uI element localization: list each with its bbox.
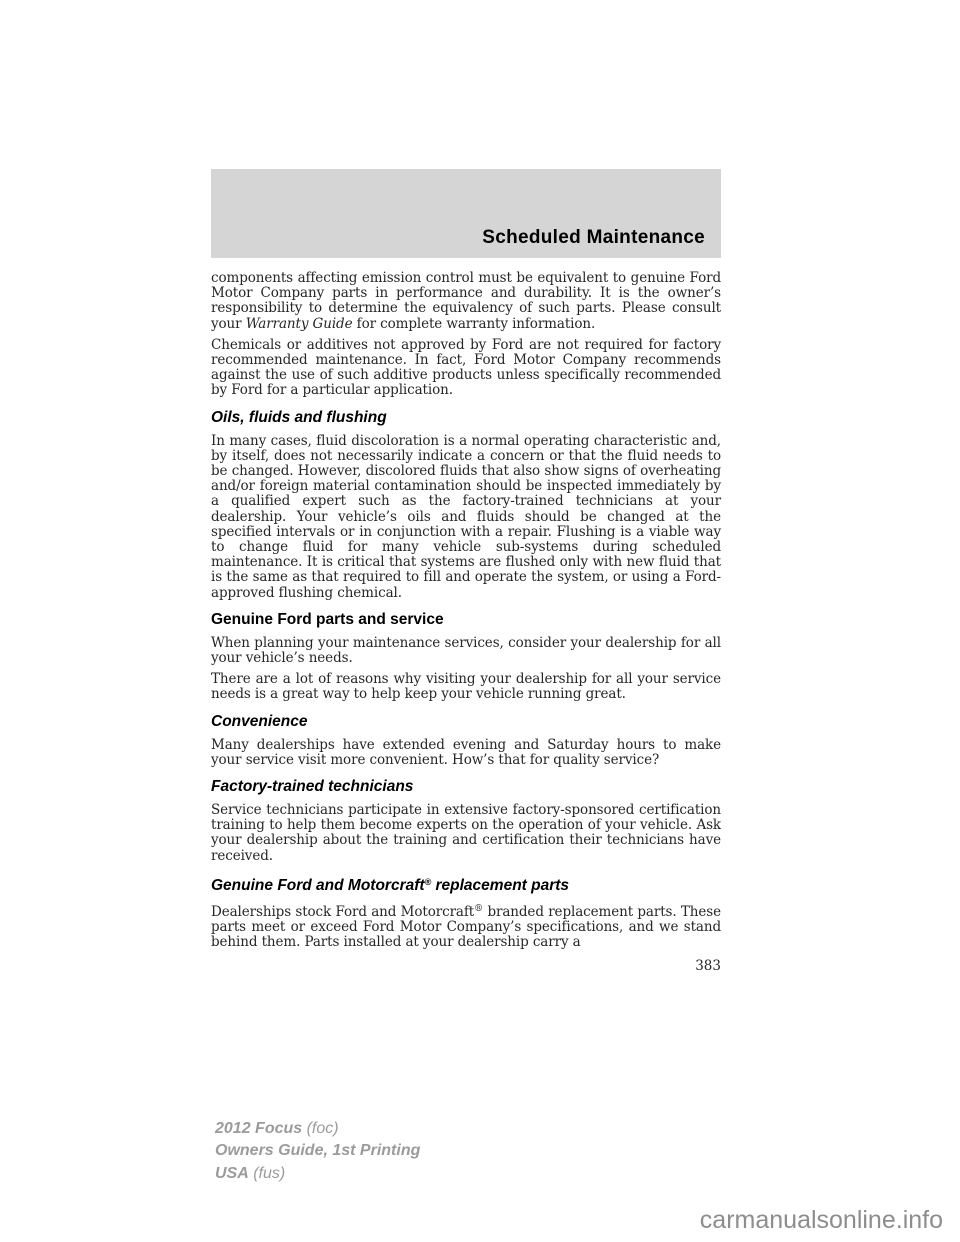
footer-model-line <box>215 1118 420 1140</box>
footer-guide-line <box>215 1140 420 1162</box>
chapter-header-bar <box>211 169 721 258</box>
heading-factory-trained-technicians: Factory-trained technicians <box>211 778 414 796</box>
footer-model: 2012 Focus <box>215 1120 303 1137</box>
chapter-title: Scheduled Maintenance <box>482 227 705 248</box>
watermark-text: carmanualsonline.info <box>699 1206 943 1234</box>
heading-motorcraft-text: Genuine Ford and Motorcraft <box>211 876 425 894</box>
print-footer <box>215 1118 420 1185</box>
footer-region: USA <box>215 1164 249 1182</box>
heading-motorcraft-replacement-parts <box>211 874 721 894</box>
heading-convenience: Convenience <box>211 712 308 730</box>
para-dealerships-stock <box>211 902 721 951</box>
page-number: 383 <box>695 957 721 974</box>
footer-region-code: (fus) <box>248 1164 286 1182</box>
para-dealerships-tail: branded replacement parts. These parts meet or exceed Ford Motor Company’s specifications, and we stand behind them. Parts installed at your dealership carry a <box>211 903 721 951</box>
para-extended-hours: Many dealerships have extended evening and Saturday hours to make your service visit more convenient. How’s that for quality service? <box>211 736 721 768</box>
para-reasons-visiting: There are a lot of reasons why visiting your dealership for all your service needs is a great way to help keep your vehicle running great. <box>211 671 721 703</box>
body-text <box>211 271 721 974</box>
footer-region-line <box>215 1163 420 1185</box>
para-emission-components-text: components affecting emission control must be equivalent to genuine Ford Motor Company parts in performance and durability. It is the owner’s responsibility to determine the equivalency of such parts. Please consult your <box>211 270 721 332</box>
para-fluid-discoloration: In many cases, fluid discoloration is a normal operating characteristic and, by itself, does not necessarily indicate a concern or that the fluid needs to be changed. However, discolored fluids that also show signs of overheating and/or foreign material contamination should be inspected immediately by a qualified expert such as the factory-trained technicians at your dealership. Your vehicle’s oils and fluids should be changed at the specified intervals or in conjunction with a repair. Flushing is a viable way to change fluid for many vehicle sub-systems during scheduled maintenance. It is critical that systems are flushed only with new fluid that is the same as that required to fill and operate the system, or using a Ford-approved flushing chemical. <box>211 432 721 601</box>
para-service-technicians: Service technicians participate in extensive factory-sponsored certification training to help them become experts on the operation of your vehicle. Ask your dealership about the training and certification their technicians have received. <box>211 802 721 864</box>
content-column <box>211 169 721 974</box>
footer-model-code: (foc) <box>302 1120 339 1137</box>
registered-trademark-symbol: ® <box>424 876 432 887</box>
warranty-guide-reference: Warranty Guide <box>245 315 353 332</box>
para-chemicals-additives: Chemicals or additives not approved by Ford are not required for factory recommended maintenance. In fact, Ford Motor Company recommends against the use of such additive products unless specifically recommended by Ford for a particular application. <box>211 336 721 399</box>
registered-trademark-symbol: ® <box>474 903 484 914</box>
heading-motorcraft-tail: replacement parts <box>431 876 570 894</box>
para-emission-components <box>211 271 721 332</box>
para-dealerships-text: Dealerships stock Ford and Motorcraft <box>211 903 475 920</box>
heading-genuine-ford-parts-service: Genuine Ford parts and service <box>211 610 444 628</box>
para-emission-components-tail: for complete warranty information. <box>352 315 596 332</box>
para-when-planning: When planning your maintenance services, consider your dealership for all your vehicle’s needs. <box>211 634 721 667</box>
footer-guide: Owners Guide, 1st Printing <box>215 1142 421 1160</box>
heading-oils-fluids-flushing: Oils, fluids and flushing <box>211 408 387 426</box>
